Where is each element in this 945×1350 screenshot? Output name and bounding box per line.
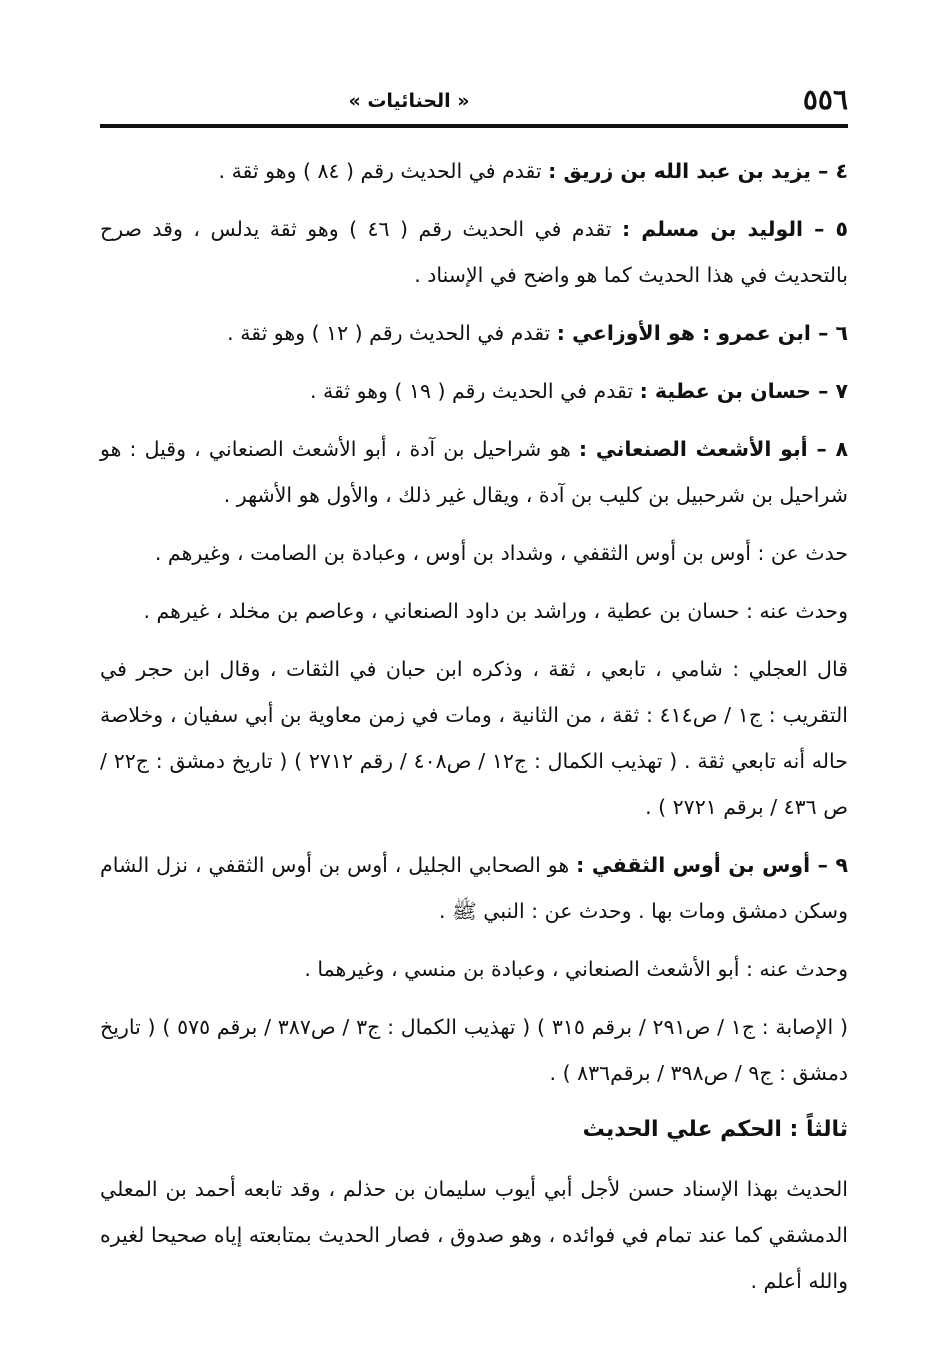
running-title: « الحنائيات » [348,90,470,112]
section-heading: ثالثاً : الحكم علي الحديث [582,1117,848,1142]
narrator-note: هو الصحابي الجليل ، أوس بن أوس الثقفي ، نزل الشام وسكن دمشق ومات بها . وحدث عن : النبي ﷺ . [100,853,848,923]
entry-9-references: ( الإصابة : ج١ / ص٢٩١ / برقم ٣١٥ ) ( تهذيب الكمال : ج٣ / ص٣٨٧ / برقم ٥٧٥ ) ( تاريخ دمشق : ج٩ / ص٣٩٨ / برقم٨٣٦ ) . [100,1015,848,1085]
document-page [100,0,848,1350]
entry-8-grading: قال العجلي : شامي ، تابعي ، ثقة ، وذكره ابن حبان في الثقات ، وقال ابن حجر في التقريب : ج١ / ص٤١٤ : ثقة ، من الثانية ، ومات في زمن معاوية بن أبي سفيان ، وخلاصة حاله أنه تابعي ثقة . ( تهذيب الكمال : ج١٢ / ص٤٠٨ / رقم ٢٧١٢ ) ( تاريخ دمشق : ج٢٢ / ص ٤٣٦ / برقم ٢٧٢١ ) . [100,657,848,819]
narrator-name: ٦ – ابن عمرو : هو الأوزاعي : [556,321,848,345]
narrator-entry-5 [100,206,848,298]
narrator-note: تقدم في الحديث رقم ( ٨٤ ) وهو ثقة . [218,159,549,183]
page-header [100,80,848,128]
narrator-note: تقدم في الحديث رقم ( ٤٦ ) وهو ثقة يدلس ، وقد صرح بالتحديث في هذا الحديث كما هو واضح في الإسناد . [100,217,848,287]
narrator-entry-7 [100,368,848,414]
narrator-entry-4 [100,148,848,194]
narrator-entry-6 [100,310,848,356]
entry-9-students: وحدث عنه : أبو الأشعث الصنعاني ، وعبادة بن منسي ، وغيرهما . [304,957,848,981]
narrator-note: هو شراحيل بن آدة ، أبو الأشعث الصنعاني ، وقيل : هو شراحيل بن شرحبيل بن كليب بن آدة ، ويقال غير ذلك ، والأول هو الأشهر . [100,437,848,507]
narrator-name: ٥ – الوليد بن مسلم : [621,217,848,241]
narrator-name: ٨ – أبو الأشعث الصنعاني : [578,437,848,461]
page-number: ٥٥٦ [802,83,848,116]
narrator-name: ٧ – حسان بن عطية : [639,379,848,403]
narrator-name: ٤ – يزيد بن عبد الله بن زريق : [548,159,848,183]
page-body [100,148,848,1304]
narrator-name: ٩ – أوس بن أوس الثقفي : [576,853,848,877]
narrator-note: تقدم في الحديث رقم ( ١٢ ) وهو ثقة . [227,321,557,345]
narrator-note: تقدم في الحديث رقم ( ١٩ ) وهو ثقة . [309,379,640,403]
narrator-entry-8 [100,426,848,518]
entry-8-teachers: حدث عن : أوس بن أوس الثقفي ، وشداد بن أوس ، وعبادة بن الصامت ، وغيرهم . [154,541,848,565]
entry-8-students: وحدث عنه : حسان بن عطية ، وراشد بن داود الصنعاني ، وعاصم بن مخلد ، غيرهم . [143,599,848,623]
narrator-entry-9 [100,842,848,934]
section-body: الحديث بهذا الإسناد حسن لأجل أبي أيوب سليمان بن حذلم ، وقد تابعه أحمد بن المعلي الدمشقي كما عند تمام في فوائده ، وهو صدوق ، فصار الحديث بمتابعته إياه صحيحا لغيره والله أعلم . [100,1177,848,1293]
